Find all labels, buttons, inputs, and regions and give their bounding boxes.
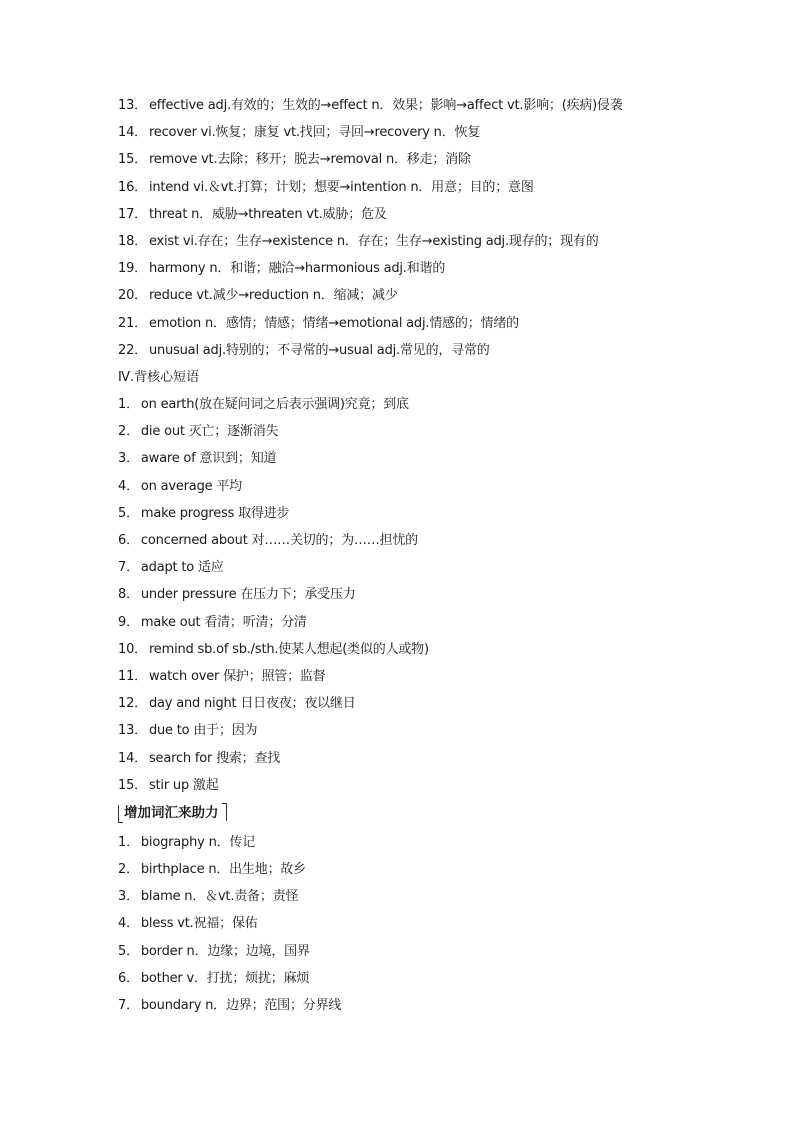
list-item: 21． emotion n．感情；情感；情绪→emotional adj.情感的；情绪的 [118,315,519,331]
list-item: 9． make out 看清；听清；分清 [118,614,307,630]
list-item: 4． bless vt.祝福；保佑 [118,916,258,932]
list-item: 19． harmony n．和谐；融洽→harmonious adj.和谐的 [118,261,446,277]
list-item: 13． effective adj.有效的；生效的→effect n．效果；影响→affect vt.影响；(疾病)侵袭 [118,98,623,113]
list-item: 20． reduce vt.减少→reduction n．缩减；减少 [118,288,398,304]
list-item: 15． stir up 激起 [118,777,219,793]
extra-words-section-title: 增加词汇来助力 [118,803,227,823]
list-item: 3． blame n．＆vt.责备；责怪 [118,889,299,905]
list-item: 7． adapt to 适应 [118,560,224,576]
list-item: 7． boundary n．边界；范围；分界线 [118,998,342,1013]
list-item: 2． die out 灭亡；逐渐消失 [118,424,279,440]
list-item: 18． exist vi.存在；生存→existence n．存在；生存→existing adj.现存的；现有的 [118,233,599,249]
phrases-list [118,391,738,799]
list-item: 14． recover vi.恢复；康复 vt.找回；寻回→recovery n．恢复 [118,125,481,141]
vocab-list [118,92,738,364]
list-item: 3． aware of 意识到；知道 [118,451,277,467]
list-item: 5． make progress 取得进步 [118,505,290,521]
list-item: 8． under pressure 在压力下；承受压力 [118,587,356,603]
list-item: 1． on earth(放在疑问词之后表示强调)究竟；到底 [118,397,409,413]
list-item: 17． threat n．威胁→threaten vt.威胁；危及 [118,206,387,222]
list-item: 1． biography n．传记 [118,834,256,850]
phrases-section-title: Ⅳ.背核心短语 [118,369,200,385]
list-item: 12． day and night 日日夜夜；夜以继日 [118,696,356,712]
list-item: 22． unusual adj.特别的；不寻常的→usual adj.常见的，寻常的 [118,342,490,358]
list-item: 11． watch over 保护；照管；监督 [118,668,326,684]
list-item: 5． border n．边缘；边境，国界 [118,943,310,959]
list-item: 14． search for 搜索；查找 [118,750,281,766]
list-item: 2． birthplace n．出生地；故乡 [118,862,306,878]
list-item: 15． remove vt.去除；移开；脱去→removal n．移走；消除 [118,152,471,168]
list-item: 16． intend vi.＆vt.打算；计划；想要→intention n．用意；目的；意图 [118,179,534,195]
list-item: 10． remind sb.of sb./sth.使某人想起(类似的人或物) [118,641,429,657]
document-page [118,92,738,1019]
list-item: 6． concerned about 对……关切的；为……担忧的 [118,533,418,548]
extra-words-list [118,829,738,1019]
list-item: 13． due to 由于；因为 [118,723,258,739]
list-item: 4． on average 平均 [118,478,242,494]
list-item: 6． bother v．打扰；烦扰；麻烦 [118,970,310,986]
